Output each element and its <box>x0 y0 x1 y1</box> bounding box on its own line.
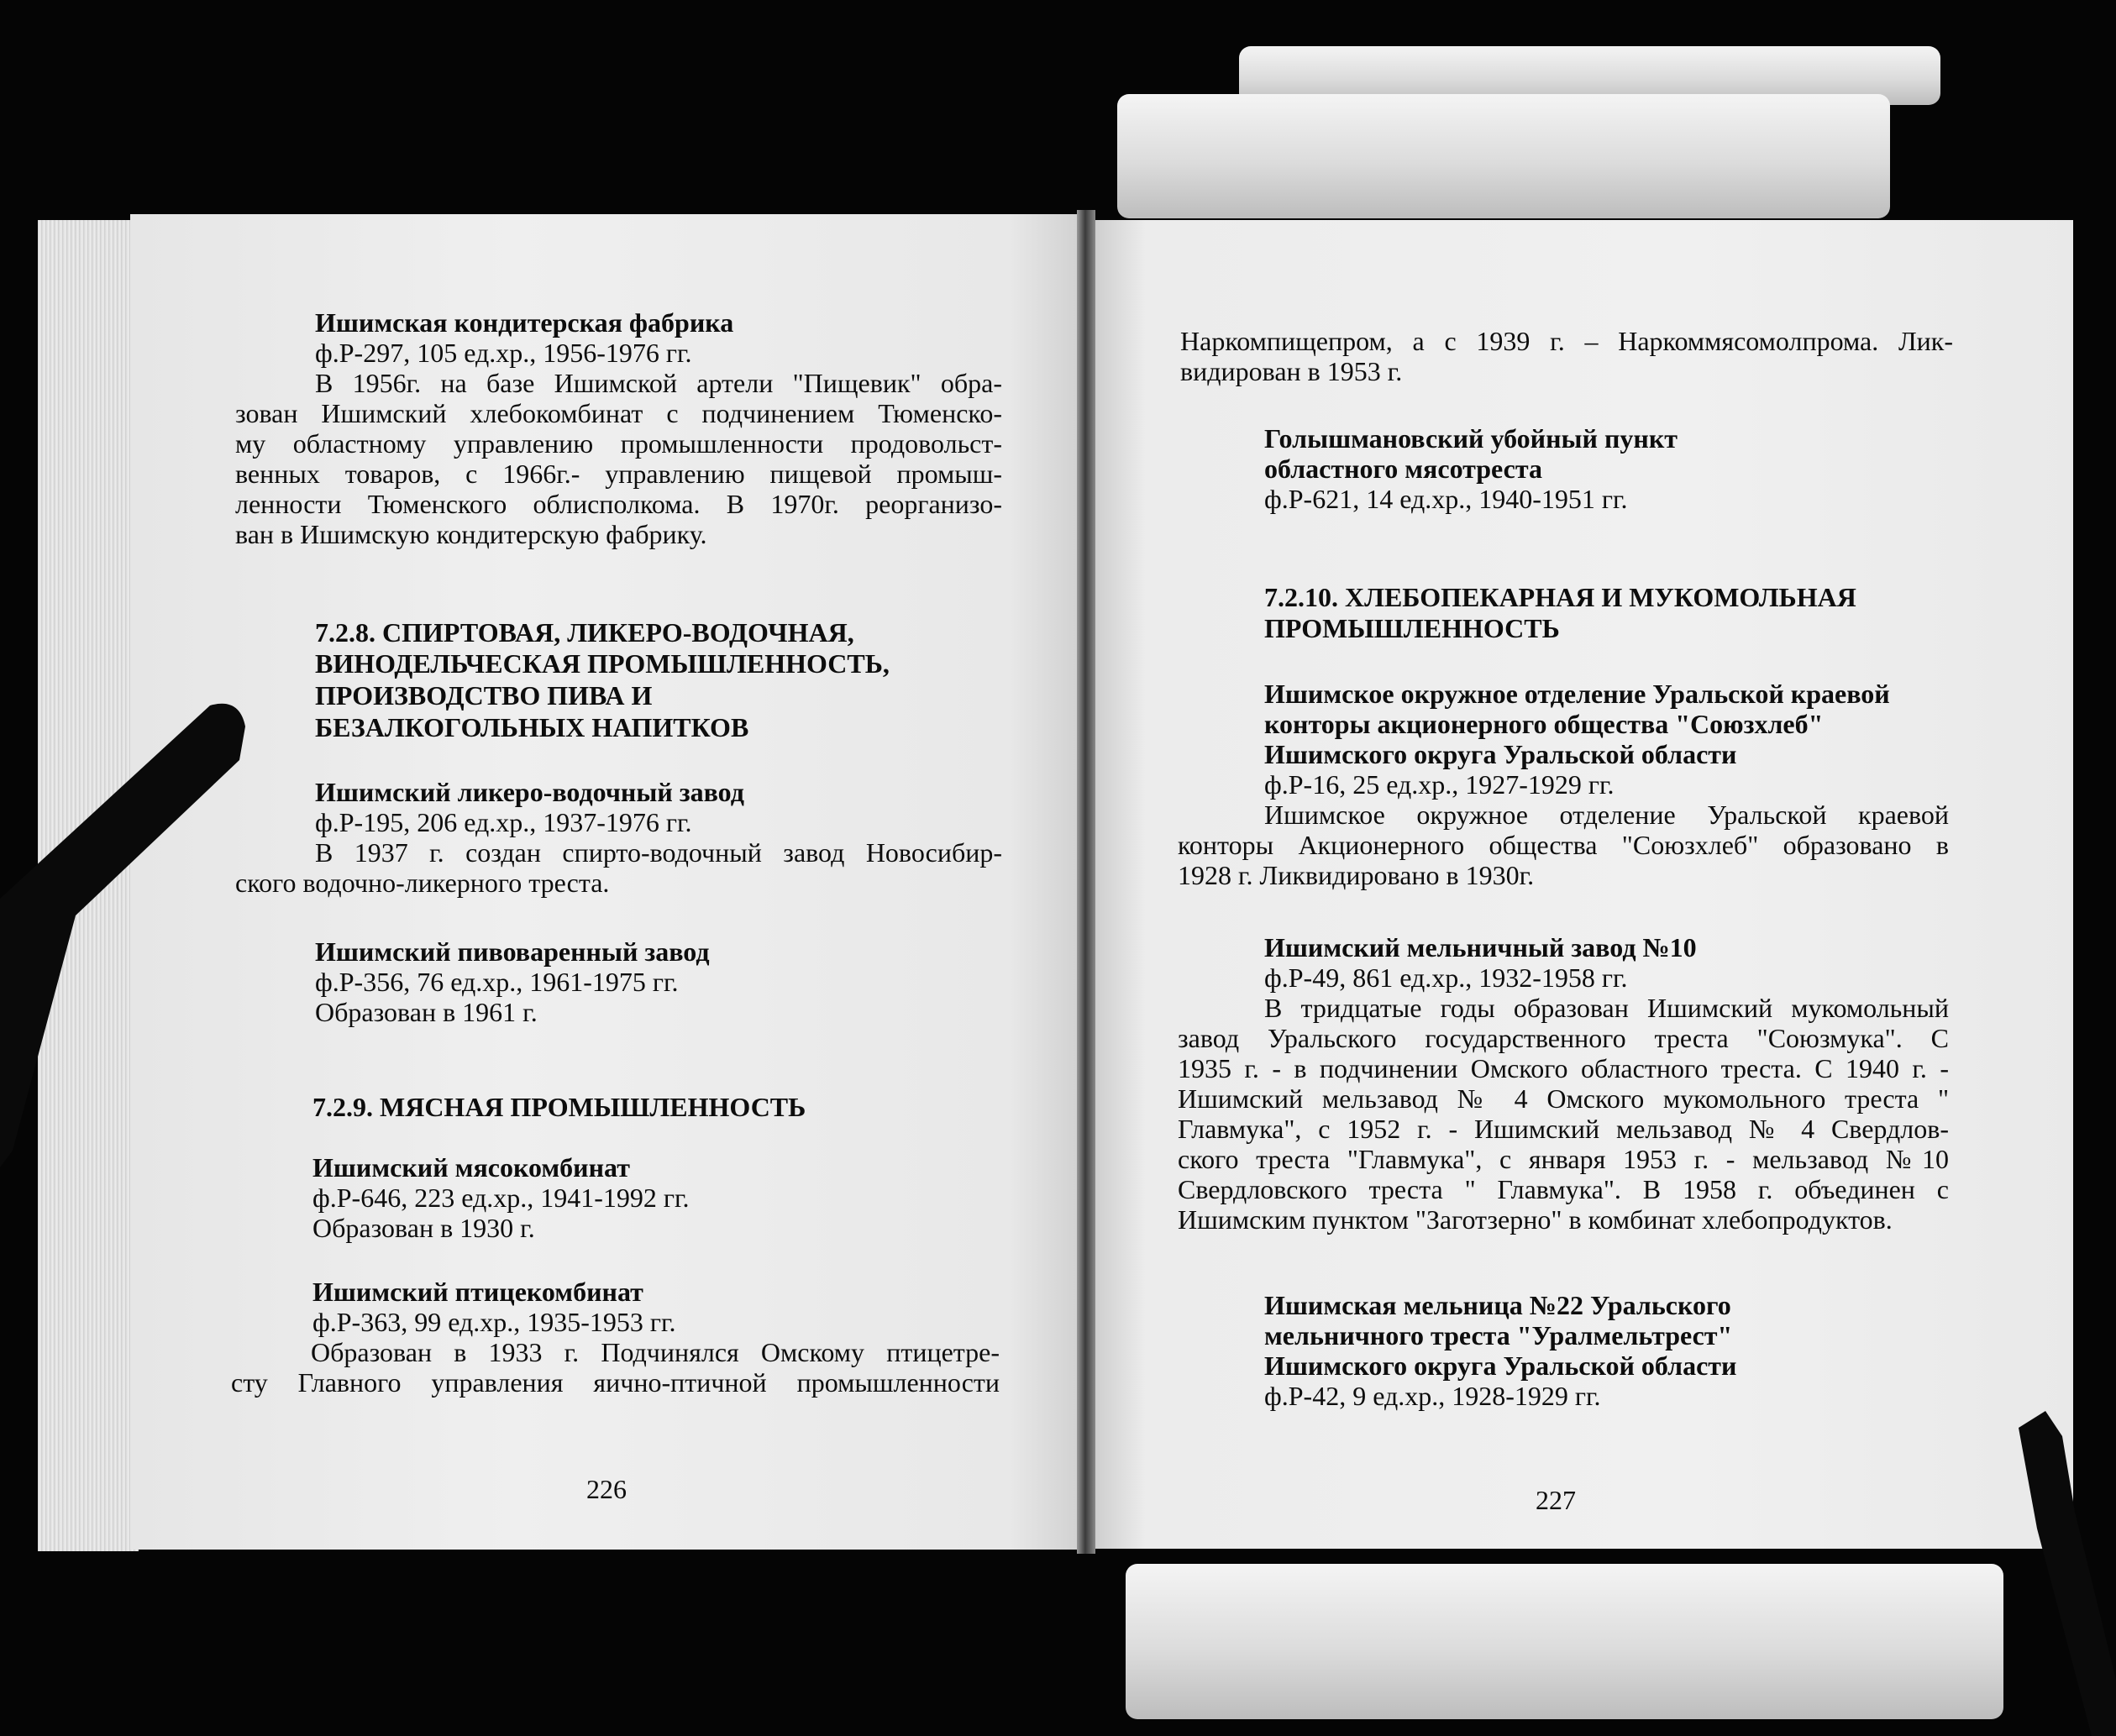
heading-melnichny-zavod: Ишимский мельничный завод №10 <box>1264 932 1697 962</box>
section-title-728: ВИНОДЕЛЬЧЕСКАЯ ПРОМЫШЛЕННОСТЬ, <box>315 648 890 679</box>
heading-soyuzkhleb: Ишимского округа Уральской области <box>1264 739 1737 769</box>
text-line: В тридцатые годы образован Ишимский мукомольный <box>1264 993 1949 1023</box>
heading-melnica-22: Ишимского округа Уральской области <box>1264 1351 1737 1381</box>
text-line: 1935 г. - в подчинении Омского областного треста. С 1940 г. - <box>1178 1053 1949 1083</box>
fond-ref: ф.Р-363, 99 ед.хр., 1935-1953 гг. <box>312 1307 676 1337</box>
fond-ref: ф.Р-42, 9 ед.хр., 1928-1929 гг. <box>1264 1381 1601 1411</box>
text-line: му областному управлению промышленности продовольст- <box>235 428 1002 459</box>
section-title-7210: ПРОМЫШЛЕННОСТЬ <box>1264 613 1560 643</box>
heading-pticekombinat: Ишимский птицекомбинат <box>312 1277 643 1307</box>
text-line: Образован в 1930 г. <box>312 1213 535 1243</box>
text-line: В 1956г. на базе Ишимской артели "Пищевик" обра- <box>315 368 1002 398</box>
text-line: Наркомпищепром, а с 1939 г. – Наркоммясомолпрома. Лик- <box>1180 326 1953 356</box>
book-gutter <box>1077 210 1095 1554</box>
heading-golyshmanovsky: областного мясотреста <box>1264 454 1542 484</box>
section-title-729: 7.2.9. МЯСНАЯ ПРОМЫШЛЕННОСТЬ <box>312 1092 806 1122</box>
section-title-728: ПРОИЗВОДСТВО ПИВА И <box>315 680 653 711</box>
text-line: Главмука", с 1952 г. - Ишимский мельзавод № 4 Свердлов- <box>1178 1114 1949 1144</box>
heading-ishim-konditer: Ишимская кондитерская фабрика <box>315 307 734 338</box>
section-title-728: БЕЗАЛКОГОЛЬНЫХ НАПИТКОВ <box>315 712 749 742</box>
fond-ref: ф.Р-646, 223 ед.хр., 1941-1992 гг. <box>312 1183 690 1213</box>
text-line: Образован в 1961 г. <box>315 997 538 1027</box>
text-line: сту Главного управления яично-птичной промышленности <box>231 1367 1000 1398</box>
text-line: зован Ишимский хлебокомбинат с подчинением Тюменско- <box>235 398 1002 428</box>
foam-weight-bottom <box>1126 1564 2003 1719</box>
text-line: видирован в 1953 г. <box>1180 356 1403 386</box>
heading-melnica-22: мельничного треста "Уралмельтрест" <box>1264 1320 1733 1351</box>
text-line: Ишимский мельзавод № 4 Омского мукомольного треста " <box>1178 1083 1949 1114</box>
bookmark-ribbon-right <box>2012 1411 2116 1736</box>
fond-ref: ф.Р-356, 76 ед.хр., 1961-1975 гг. <box>315 967 679 997</box>
text-line: Ишимским пунктом "Заготзерно" в комбинат хлебопродуктов. <box>1178 1204 1893 1235</box>
text-line: ленности Тюменского облисполкома. В 1970г. реорганизо- <box>235 489 1002 519</box>
bookmark-ribbon-left <box>0 697 252 1167</box>
heading-golyshmanovsky: Голышмановский убойный пункт <box>1264 423 1678 454</box>
foam-weight-top-front <box>1117 94 1890 218</box>
heading-melnica-22: Ишимская мельница №22 Уральского <box>1264 1290 1731 1320</box>
text-line: ван в Ишимскую кондитерскую фабрику. <box>235 519 707 549</box>
fond-ref: ф.Р-16, 25 ед.хр., 1927-1929 гг. <box>1264 769 1615 800</box>
text-line: венных товаров, с 1966г.- управлению пищевой промыш- <box>235 459 1002 489</box>
fond-ref: ф.Р-49, 861 ед.хр., 1932-1958 гг. <box>1264 962 1628 993</box>
fond-ref: ф.Р-621, 14 ед.хр., 1940-1951 гг. <box>1264 484 1628 514</box>
text-line: Свердловского треста " Главмука". В 1958 г. объединен с <box>1178 1174 1949 1204</box>
fond-ref: ф.Р-195, 206 ед.хр., 1937-1976 гг. <box>315 807 692 837</box>
heading-soyuzkhleb: Ишимское окружное отделение Уральской краевой <box>1264 679 1890 709</box>
text-line: Образован в 1933 г. Подчинялся Омскому птицетре- <box>311 1337 1000 1367</box>
heading-pivovarenny: Ишимский пивоваренный завод <box>315 936 710 967</box>
text-line: ского треста "Главмука", с января 1953 г. - мельзавод №10 <box>1178 1144 1949 1174</box>
text-line: ского водочно-ликерного треста. <box>235 868 610 898</box>
text-line: завод Уральского государственного треста "Союзмука". С <box>1178 1023 1949 1053</box>
heading-myasokombinat: Ишимский мясокомбинат <box>312 1152 630 1183</box>
page-number-left: 226 <box>586 1474 627 1504</box>
page-number-right: 227 <box>1536 1485 1576 1515</box>
text-line: В 1937 г. создан спирто-водочный завод Новосибир- <box>315 837 1002 868</box>
fond-ref: ф.Р-297, 105 ед.хр., 1956-1976 гг. <box>315 338 692 368</box>
text-line: Ишимское окружное отделение Уральской краевой <box>1264 800 1949 830</box>
section-title-728: 7.2.8. СПИРТОВАЯ, ЛИКЕРО-ВОДОЧНАЯ, <box>315 617 854 648</box>
section-title-7210: 7.2.10. ХЛЕБОПЕКАРНАЯ И МУКОМОЛЬНАЯ <box>1264 582 1856 612</box>
heading-likero-vodochny: Ишимский ликеро-водочный завод <box>315 777 744 807</box>
heading-soyuzkhleb: конторы акционерного общества "Союзхлеб" <box>1264 709 1824 739</box>
text-line: конторы Акционерного общества "Союзхлеб" образовано в <box>1178 830 1949 860</box>
text-line: 1928 г. Ликвидировано в 1930г. <box>1178 860 1535 890</box>
